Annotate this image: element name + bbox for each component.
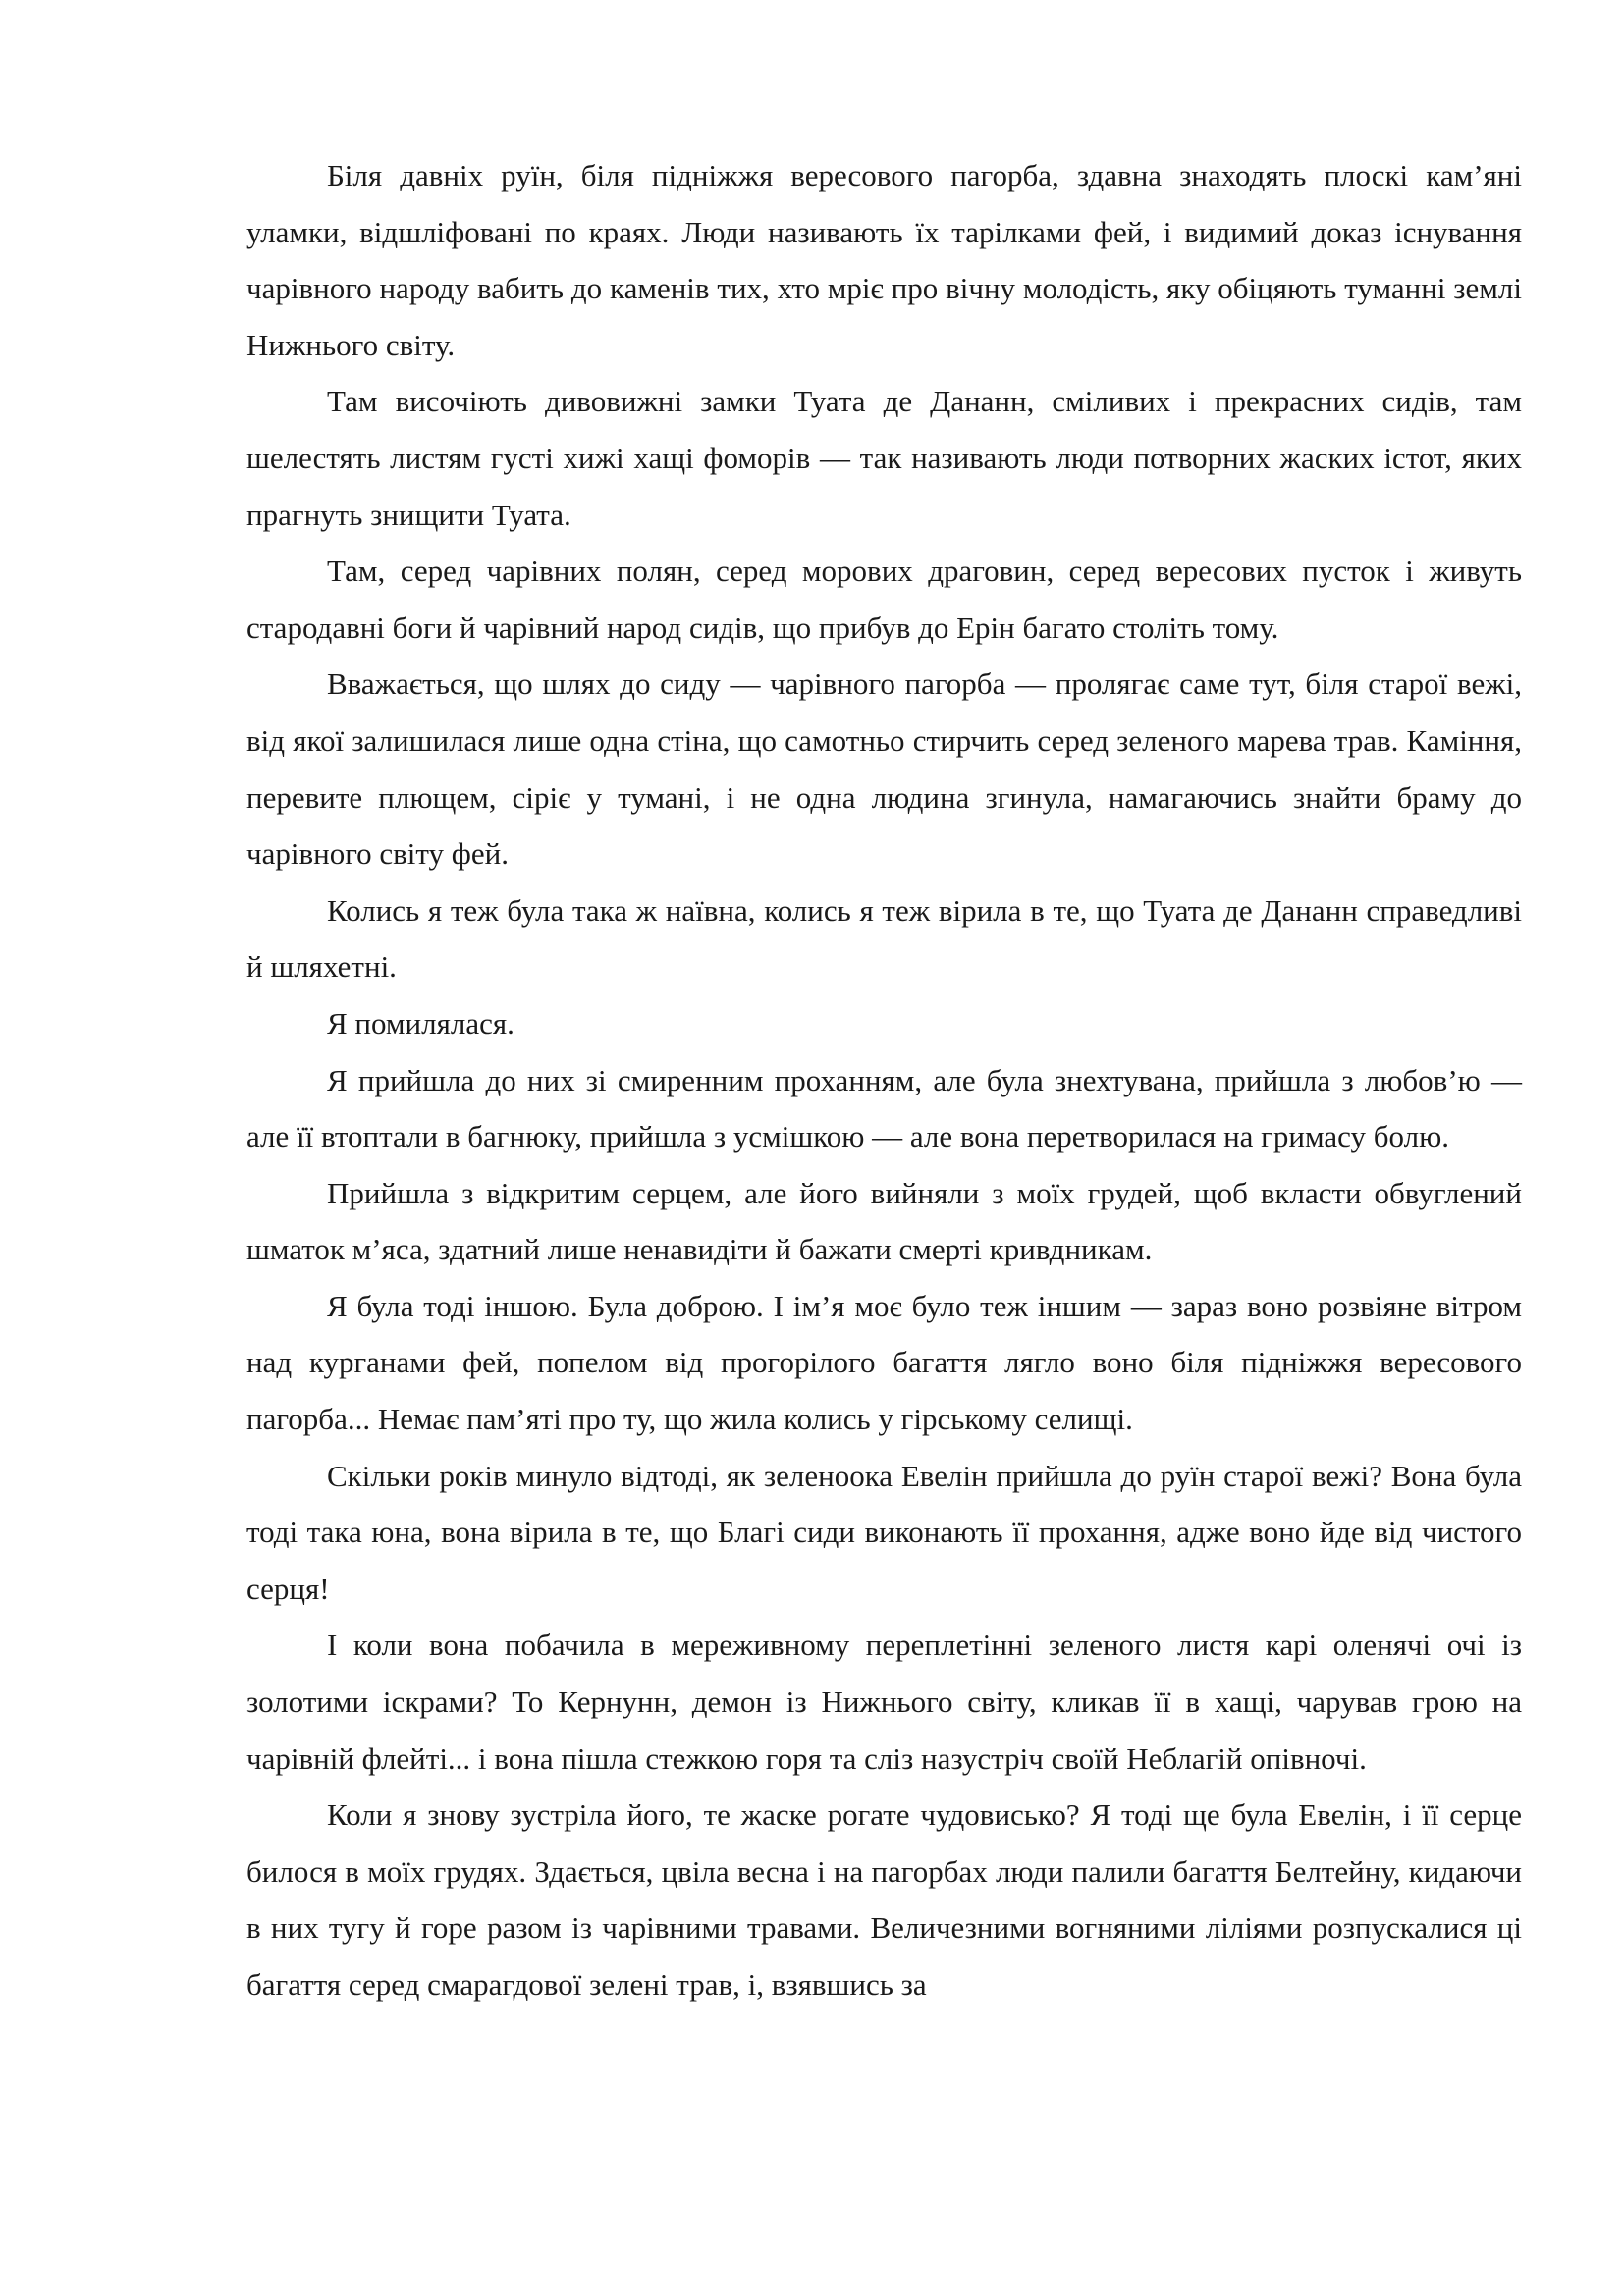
document-body	[246, 147, 1522, 2013]
paragraph-4: Вважається, що шлях до сиду — чарівного пагорба — пролягає саме тут, біля старої вежі, від якої залишилася лише одна стіна, що самотньо стирчить серед зеленого марева трав. Каміння, перевите плющем, сіріє у тумані, і не одна людина згинула, намагаючись знайти браму до чарівного світу фей.	[246, 667, 1522, 872]
paragraph-3: Там, серед чарівних полян, серед морових драговин, серед вересових пусток і живуть стародавні боги й чарівний народ сидів, що прибув до Ерін багато століть тому.	[246, 554, 1522, 645]
paragraph-11: І коли вона побачила в мереживному переплетінні зеленого листя карі оленячі очі із золотими іскрами? То Кернунн, демон із Нижнього світу, кликав її в хащі, чарував грою на чарівній флейті... і вона пішла стежкою горя та сліз назустріч своїй Неблагій опівночі.	[246, 1628, 1522, 1776]
paragraph-10: Скільки років минуло відтоді, як зеленоока Евелін прийшла до руїн старої вежі? Вона була тоді така юна, вона вірила в те, що Благі сиди виконають її прохання, адже воно йде від чистого серця!	[246, 1458, 1522, 1606]
paragraph-9: Я була тоді іншою. Була доброю. І ім’я моє було теж іншим — зараз воно розвіяне вітром над курганами фей, попелом від прогорілого багаття лягло воно біля підніжжя вересового пагорба... Немає пам’яті про ту, що жила колись у гірському селищі.	[246, 1288, 1522, 1437]
paragraph-5: Колись я теж була така ж наївна, колись я теж вірила в те, що Туата де Дананн справедливі й шляхетні.	[246, 892, 1522, 985]
paragraph-12: Коли я знову зустріла його, те жаске рогате чудовисько? Я тоді ще була Евелін, і її серце билося в моїх грудях. Здається, цвіла весна і на пагорбах люди палили багаття Белтейну, кидаючи в них тугу й горе разом із чарівними травами. Величезними вогняними ліліями розпускалися ці багаття серед смарагдової зелені трав, і, взявшись за	[246, 1797, 1522, 2002]
paragraph-8: Прийшла з відкритим серцем, але його вийняли з моїх грудей, щоб вкласти обвуглений шматок м’яса, здатний лише ненавидіти й бажати смерті кривдникам.	[246, 1175, 1522, 1267]
paragraph-7: Я прийшла до них зі смиренним проханням, але була знехтувана, прийшла з любов’ю — але її втоптали в багнюку, прийшла з усмішкою — але вона перетворилася на гримасу болю.	[246, 1062, 1522, 1154]
paragraph-2: Там височіють дивовижні замки Туата де Дананн, сміливих і прекрасних сидів, там шелестять листям густі хижі хащі фоморів — так називають люди потворних жаских істот, яких прагнуть знищити Туата.	[246, 384, 1522, 532]
paragraph-1: Біля давніх руїн, біля підніжжя вересового пагорба, здавна знаходять плоскі кам’яні уламки, відшліфовані по краях. Люди називають їх тарілками фей, і видимий доказ існування чарівного народу вабить до каменів тих, хто мріє про вічну молодість, яку обіцяють туманні землі Нижнього світу.	[246, 158, 1522, 362]
paragraph-6: Я помилялася.	[327, 1005, 514, 1041]
